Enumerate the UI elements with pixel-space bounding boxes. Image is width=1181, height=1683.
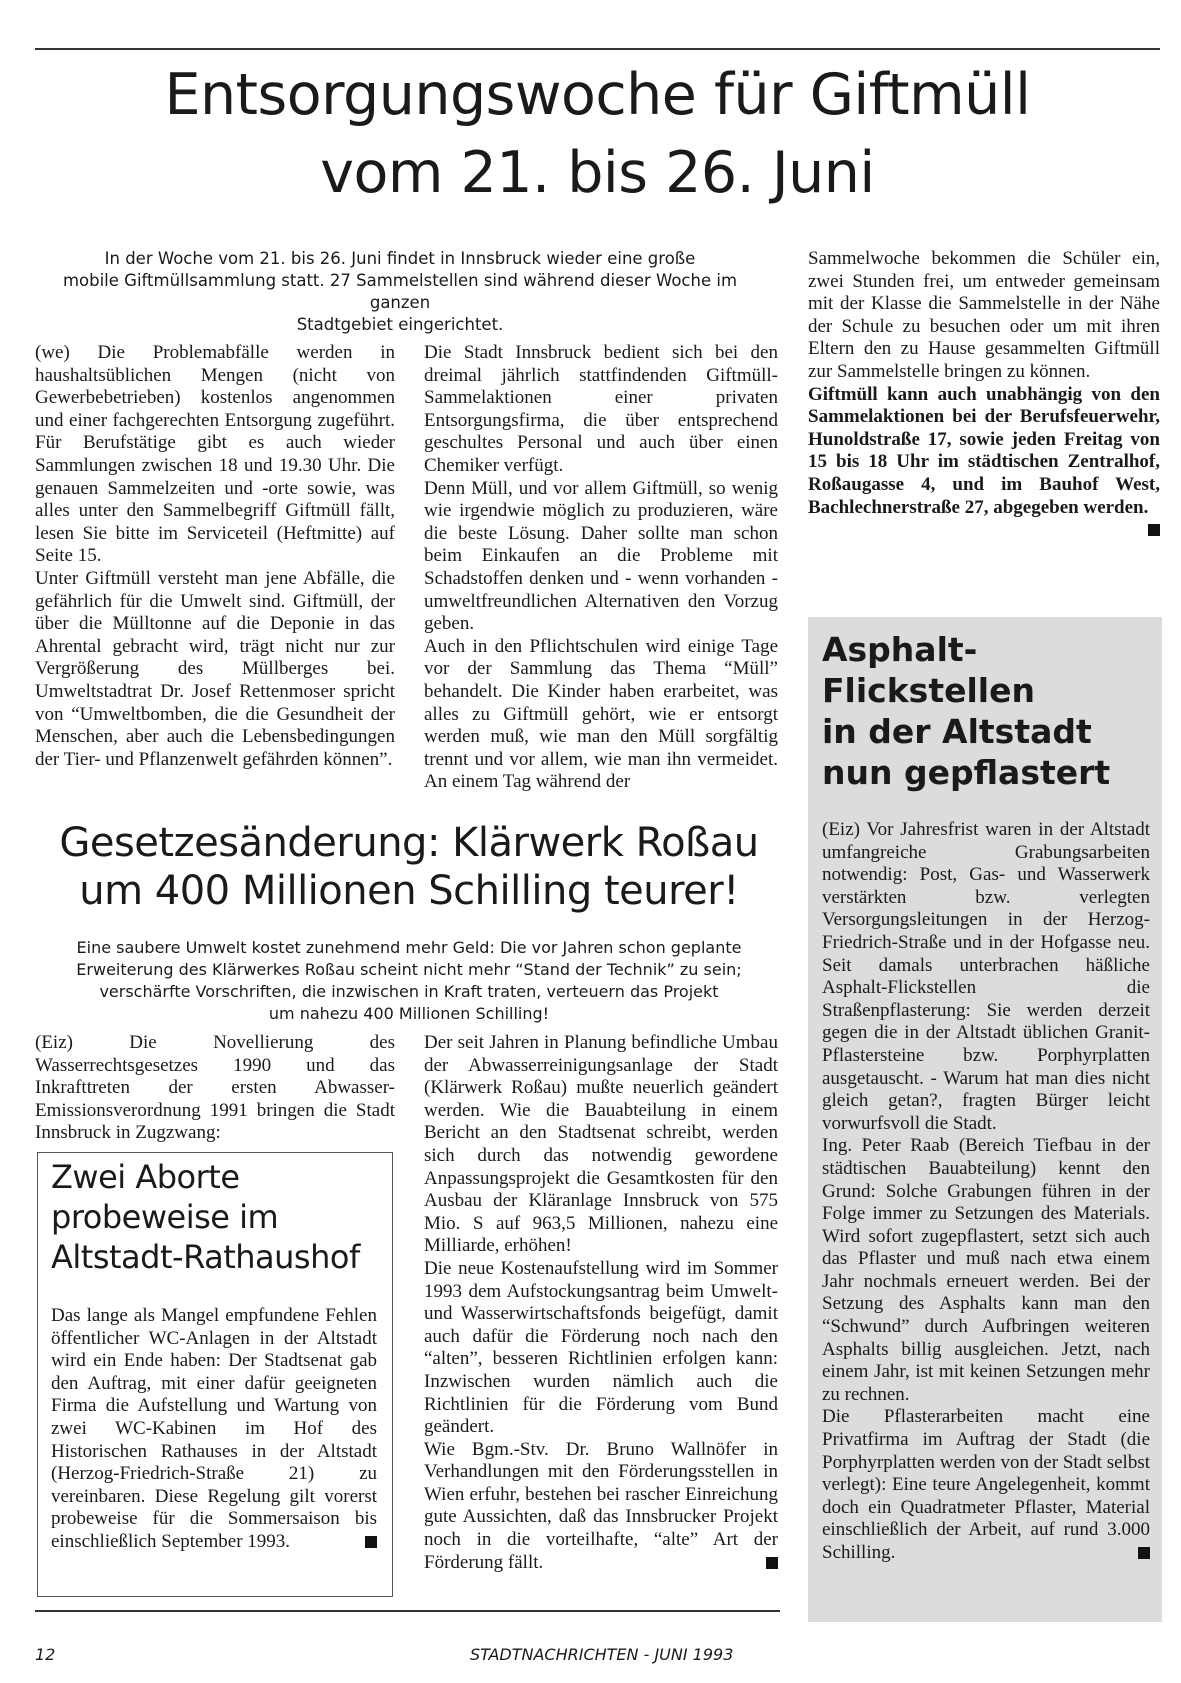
main-lead-line2: mobile Giftmüllsammlung statt. 27 Sammelstellen sind während dieser Woche im ganzen [62, 271, 738, 312]
main-col1-paragraph: (we) Die Problemabfälle werden in haushaltsüblichen Mengen (nicht von Gewerbebetrieben) kostenlos angenommen und einer fachgerechten Entsorgung zugeführt. Für Berufstätige gibt es auch wieder Sammlungen zwischen 18 und 19.30 Uhr. Die genauen Sammelzeiten und -orte sowie, was alles unter den Sammelbegriff Giftmüll fällt, lesen Sie bitte im Serviceteil (Heftmitte) auf Seite 15. [35, 342, 395, 567]
page-number: 12 [35, 1645, 56, 1664]
mid-col2-paragraph [424, 1439, 778, 1575]
mid-column-2 [424, 1032, 778, 1574]
side-paragraph: Ing. Peter Raab (Bereich Tiefbau in der städtischen Bauabteilung) kennt den Grund: Solche Grabungen führen in der Folge immer zu Setzungen des Materials. Wird sofort zugepflastert, setzt sich auch das Pflaster und muß nach etwa einem Jahr nochmals erneuert werden. Bei der Setzung des Asphalts kann man den “Schwund” durch Aufbringen weiteren Asphalts billig ausgleichen. Jetzt, nach einem Jahr, ist mit keinen Setzungen mehr zu rechnen. [822, 1135, 1150, 1405]
main-column-2 [424, 342, 778, 794]
main-col2-paragraph: Auch in den Pflichtschulen wird einige Tage vor der Sammlung das Thema “Müll” behandelt. Die Kinder haben erarbeitet, was alles zu Giftmüll gehört, wie er entsorgt werden muß, wie man den Müll sorgfältig trennt und vor allem, wie man ihn vermeidet. An einem Tag während der [424, 635, 778, 793]
side-paragraph: (Eiz) Vor Jahresfrist waren in der Altstadt umfangreiche Grabungsarbeiten notwendig: Post, Gas- und Wasserwerk verstärkten bzw. verlegten Versorgungsleitungen in der Herzog-Friedrich-Straße und in der Hofgasse neu. Seit damals unterbrachen häßliche Asphalt-Flickstellen die Straßenpflasterung: Sie werden derzeit gegen die in der Altstadt üblichen Granit-Pflastersteine bzw. Porphyrplatten ausgetauscht. - Warum hat man dies nicht gleich getan?, fragten Bürger leicht vorwurfsvoll die Stadt. [822, 819, 1150, 1134]
main-col3-bold-text: Giftmüll kann auch unabhängig von den Sammelaktionen bei der Berufsfeuerwehr, Hunoldstraße 17, sowie jeden Freitag von 15 bis 18 Uhr im städtischen Zentralhof, Roßaugasse 4, und im Bauhof West, Bachlechnerstraße 27, abgegeben werden. [808, 383, 1160, 518]
end-mark-icon [365, 1536, 377, 1548]
main-headline-line2: vom 21. bis 26. Juni [320, 140, 875, 206]
top-rule [35, 48, 1160, 50]
box-body-text: Das lange als Mangel empfundene Fehlen öffentlicher WC-Anlagen in der Altstadt wird ein Ende haben: Der Stadtsenat gab den Auftrag, mit einer dafür geeigneten Firma die Aufstellung und Wartung von zwei WC-Kabinen im Hof des Historischen Rathauses in der Altstadt (Herzog-Friedrich-Straße 21) zu vereinbaren. Diese Regelung gilt vorerst probeweise für die Sommersaison bis einschließlich September 1993. [51, 1305, 377, 1552]
side-headline [822, 629, 1152, 793]
main-column-3 [808, 248, 1160, 536]
publication-name: STADTNACHRICHTEN - JUNI 1993 [470, 1645, 734, 1664]
box-headline-line1: Zwei Aborte [51, 1158, 240, 1196]
main-headline-line1: Entsorgungswoche für Giftmüll [164, 62, 1031, 128]
end-mark-icon [1138, 1547, 1150, 1559]
main-col3-paragraph: Sammelwoche bekommen die Schüler ein, zwei Stunden frei, um entweder gemeinsam mit der Klasse die Sammelstelle in der Nähe der Schule zu besuchen oder um mit ihren Eltern den zu Hause gesammelten Giftmüll zur Sammelstelle bringen zu können. [808, 248, 1160, 382]
box-headline-line2: probeweise im [51, 1198, 279, 1236]
box-body-paragraph [51, 1305, 377, 1554]
mid-col2-paragraph: Der seit Jahren in Planung befindliche Umbau der Abwasserreinigungsanlage der Stadt (Klärwerk Roßau) mußte neuerlich geändert werden. Wie die Bauabteilung in einem Bericht an den Stadtsenat schreibt, werden sich durch das notwendig gewordene Anpassungsprojekt die Gesamtkosten für den Ausbau der Kläranlage Innsbruck von 575 Mio. S auf 963,5 Millionen, nahezu eine Milliarde, erhöhen! [424, 1032, 778, 1257]
mid-col2-paragraph: Die neue Kostenaufstellung wird im Sommer 1993 dem Aufstockungsantrag beim Umwelt- und Wasserwirtschaftsfonds beigefügt, damit auch dafür die Förderung noch nach den “alten”, besseren Richtlinien erfolgen kann: Inzwischen wurden nämlich auch die Richtlinien für die Förderung vom Bund geändert. [424, 1257, 778, 1438]
main-col1-paragraph: Unter Giftmüll versteht man jene Abfälle, die gefährlich für die Umwelt sind. Giftmüll, der über die Mülltonne auf die Deponie in das Ahrental gebracht wird, trägt nicht nur zur Vergrößerung des Müllberges bei. Umweltstadtrat Dr. Josef Rettenmoser spricht von “Umweltbomben, die die Gesundheit der Menschen, aber auch die Lebensbedingungen der Tier- und Pflanzenwelt gefährden können”. [35, 567, 395, 770]
mid-lead-line4: um nahezu 400 Millionen Schilling! [268, 1004, 550, 1023]
boxed-article [37, 1152, 393, 1597]
end-mark-icon [766, 1557, 778, 1569]
main-lead [40, 248, 760, 336]
side-headline-line3: in der Altstadt [822, 712, 1092, 751]
main-lead-line3: Stadtgebiet eingerichtet. [296, 315, 504, 334]
main-col2-paragraph: Denn Müll, und vor allem Giftmüll, so wenig wie irgendwie möglich zu produzieren, wäre die beste Lösung. Daher sollte man schon beim Einkaufen an die Probleme mit Schadstoffen denken und - wenn vorhanden - umweltfreundlichen Alternativen den Vorzug geben. [424, 477, 778, 635]
mid-lead [35, 937, 783, 1025]
side-headline-line4: nun gepflastert [822, 753, 1111, 792]
main-column-1 [35, 342, 395, 771]
mid-headline-line1: Gesetzesänderung: Klärwerk Roßau [59, 820, 759, 866]
box-headline-line3: Altstadt-Rathaushof [51, 1238, 360, 1276]
box-body [51, 1305, 377, 1554]
side-article [808, 617, 1162, 1622]
side-body [822, 819, 1150, 1565]
side-last-text: Die Pflasterarbeiten macht eine Privatfirma im Auftrag der Stadt (die Porphyrplatten werden von der Stadt selbst verlegt): Eine teure Angelegenheit, kommt doch ein Quadratmeter Pflaster, Material einschließlich der Arbeit, auf rund 3.000 Schilling. [822, 1406, 1150, 1563]
end-mark-icon [1148, 524, 1160, 536]
mid-lead-line1: Eine saubere Umwelt kostet zunehmend mehr Geld: Die vor Jahren schon geplante [76, 938, 742, 957]
box-headline [51, 1157, 381, 1277]
main-col3-bold-paragraph [808, 384, 1160, 520]
mid-col1-paragraph: (Eiz) Die Novellierung des Wasserrechtsgesetzes 1990 und das Inkrafttreten der ersten Abwasser-Emissionsverordnung 1991 bringen die Stadt Innsbruck in Zugzwang: [35, 1032, 395, 1144]
mid-lead-line3: verschärfte Vorschriften, die inzwischen in Kraft traten, verteuern das Projekt [99, 982, 719, 1001]
bottom-rule [35, 1610, 780, 1612]
mid-lead-line2: Erweiterung des Klärwerkes Roßau scheint nicht mehr “Stand der Technik” zu sein; [76, 960, 742, 979]
mid-headline-line2: um 400 Millionen Schilling teurer! [79, 868, 739, 914]
mid-column-1 [35, 1032, 395, 1145]
side-headline-line2: Flickstellen [822, 671, 1035, 710]
side-headline-line1: Asphalt- [822, 630, 978, 669]
main-lead-line1: In der Woche vom 21. bis 26. Juni findet in Innsbruck wieder eine große [104, 249, 696, 268]
side-paragraph [822, 1406, 1150, 1564]
main-col2-paragraph: Die Stadt Innsbruck bedient sich bei den dreimal jährlich stattfindenden Giftmüll-Sammelaktionen einer privaten Entsorgungsfirma, die über entsprechend geschultes Personal und auch über einen Chemiker verfügt. [424, 342, 778, 476]
mid-col2-last-text: Wie Bgm.-Stv. Dr. Bruno Wallnöfer in Verhandlungen mit den Förderungsstellen in Wien erfuhr, bestehen bei rascher Einreichung gute Aussichten, daß das Innsbrucker Projekt noch in die vorteilhafte, “alte” Art der Förderung fällt. [424, 1438, 778, 1573]
